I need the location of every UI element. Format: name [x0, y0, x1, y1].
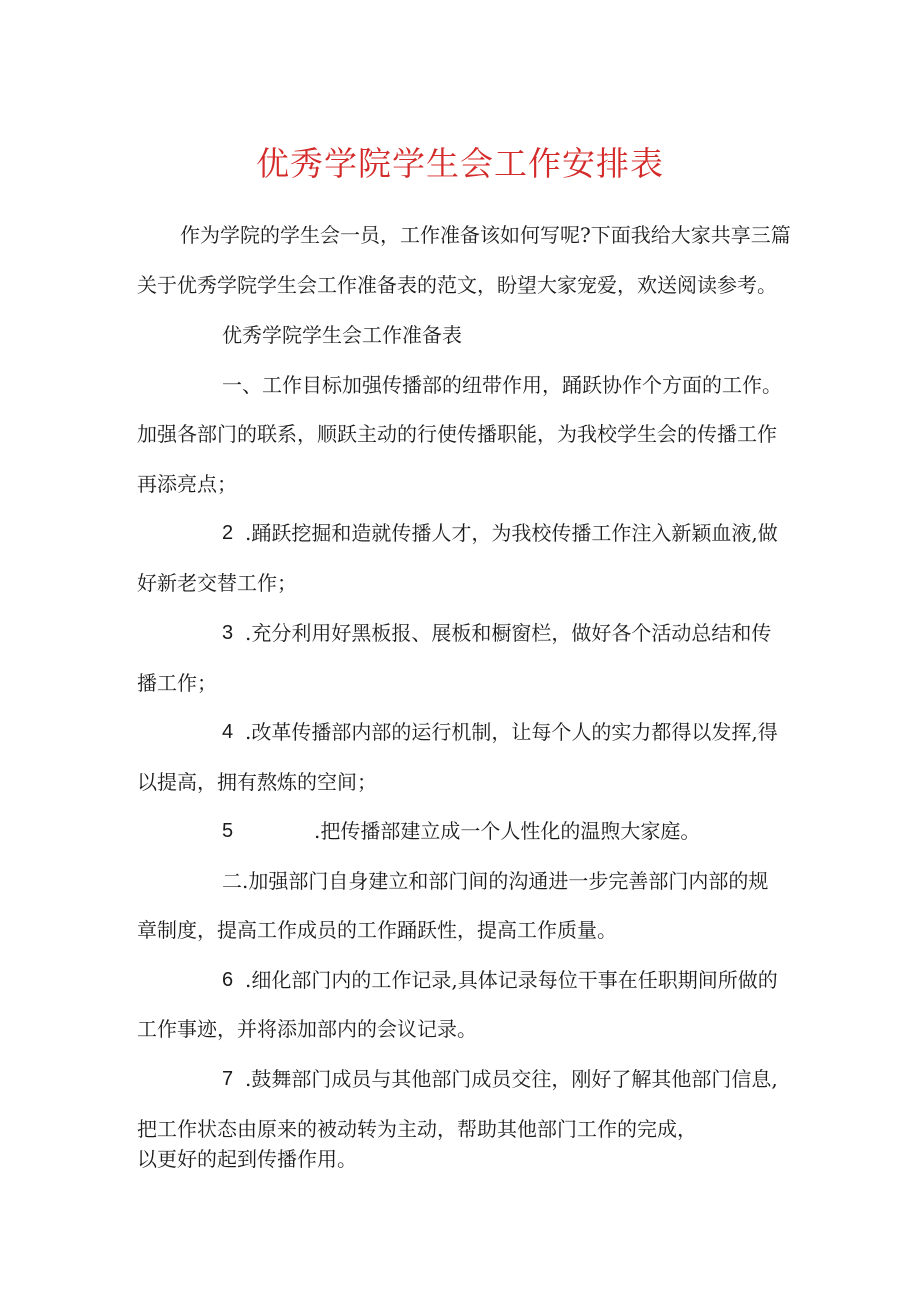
- intro-line-2: 关于优秀学院学生会工作准备表的范文，盼望大家宠爱，欢送阅读参考。: [137, 273, 777, 297]
- item-7-line-2: 把工作状态由原来的被动转为主动，帮助其他部门工作的完成，: [137, 1117, 697, 1141]
- item-6-line-2: 工作事迹，并将添加部内的会议记录。: [137, 1017, 477, 1041]
- item-4-line-2: 以提高，拥有熬炼的空间；: [137, 770, 377, 794]
- item-number-3: 3: [222, 622, 234, 644]
- item-6-line-1: .细化部门内的工作记录,具体记录每位干事在任职期间所做的: [245, 968, 778, 992]
- item-3-line-2: 播工作；: [137, 671, 217, 695]
- paragraph-1-line-2: 加强各部门的联系，顺跃主动的行使传播职能，为我校学生会的传播工作: [137, 422, 777, 446]
- item-2-line-1: .踊跃挖掘和造就传播人才，为我校传播工作注入新颖血液,做: [245, 521, 778, 545]
- item-number-2: 2: [222, 522, 234, 544]
- intro-line-1: 作为学院的学生会一员，工作准备该如何写呢?下面我给大家共享三篇: [180, 223, 791, 247]
- item-7-line-1: .鼓舞部门成员与其他部门成员交往，刚好了解其他部门信息,: [245, 1067, 778, 1091]
- paragraph-2-line-1: 二.加强部门自身建立和部门间的沟通进一步完善部门内部的规: [222, 869, 769, 893]
- paragraph-1-line-1: 一、工作目标加强传播部的纽带作用，踊跃协作个方面的工作。: [222, 373, 782, 397]
- item-3-line-1: .充分利用好黑板报、展板和橱窗栏，做好各个活动总结和传: [245, 621, 772, 645]
- item-5-line-1: .把传播部建立成一个人性化的温煦大家庭。: [314, 819, 701, 843]
- item-number-4: 4: [222, 721, 234, 743]
- item-number-6: 6: [222, 969, 234, 991]
- item-7-line-3: 以更好的起到传播作用。: [137, 1147, 357, 1171]
- document-title: 优秀学院学生会工作安排表: [256, 144, 664, 183]
- item-number-7: 7: [222, 1068, 234, 1090]
- paragraph-1-line-3: 再添亮点；: [137, 472, 237, 496]
- item-number-5: 5: [222, 820, 234, 842]
- item-4-line-1: .改革传播部内部的运行机制，让每个人的实力都得以发挥,得: [245, 720, 778, 744]
- paragraph-2-line-2: 章制度，提高工作成员的工作踊跃性，提高工作质量。: [137, 918, 617, 942]
- item-2-line-2: 好新老交替工作；: [137, 571, 297, 595]
- section-heading: 优秀学院学生会工作准备表: [222, 323, 462, 347]
